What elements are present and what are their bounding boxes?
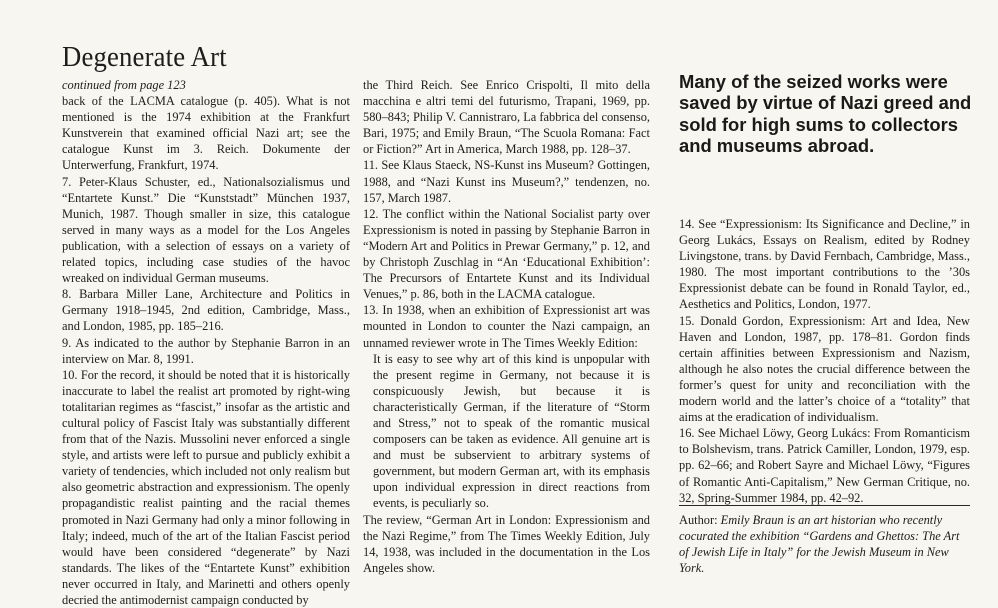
footnote-paragraph: 12. The conflict within the National Socialist party over Expressionism is noted in passing by Stephanie Barron in “Modern Art and Politics in Prewar Germany,” p. 12, and by Christoph Zuschlag in “An ‘Educational Exhibition’: The Precursors of Entartete Kunst and its Individual Venues,” p. 86, both in the LACMA catalogue. [363, 206, 650, 302]
footnotes-column-1 [62, 77, 351, 607]
footnote-paragraph: 7. Peter-Klaus Schuster, ed., Nationalsozialismus und “Entartete Kunst.” Die “Kunststadt” München 1937, Munich, 1987. Though smaller in size, this catalogue served in many ways as a model for the Los Angeles publication, with a selection of essays on a variety of related topics, including case studies of the havoc wreaked on individual German museums. [62, 174, 350, 286]
author-divider [679, 505, 970, 506]
page-title: Degenerate Art [62, 41, 227, 74]
footnote-paragraph: 16. See Michael Löwy, Georg Lukács: From Romanticism to Bolshevism, trans. Patrick Camiller, London, 1979, esp. pp. 62–66; and Robert Sayre and Michael Löwy, “Figures of Romantic Anti-Capitalism,” New German Critique, no. 32, Spring-Summer 1984, pp. 42–92. [679, 426, 970, 505]
author-bio: Emily Braun is an art historian who recently cocurated the exhibition “Gardens and Ghettos: The Art of Jewish Life in Italy” for the Jewish Museum in New York. [679, 513, 960, 576]
footnote-paragraph: 13. In 1938, when an exhibition of Expressionist art was mounted in London to counter the Nazi campaign, an unnamed reviewer wrote in The Times Weekly Edition: [363, 303, 650, 350]
block-quote: It is easy to see why art of this kind is unpopular with the present regime in Germany, not because it is conspicuously Jewish, but because it is characteristically German, if the literature of “Storm and Stress,” not to speak of the romantic musical composers can be taken as evidence. All genuine art is and must be subservient to arbitrary systems of government, but modern German art, with its emphasis upon individual expression in direct reactions from events, is peculiarly so. [373, 351, 650, 511]
footnotes-column-3 [679, 216, 970, 506]
footnote-paragraph: 8. Barbara Miller Lane, Architecture and Politics in Germany 1918–1945, 2nd edition, Cambridge, Mass., and London, 1985, pp. 185–216. [62, 287, 350, 334]
footnote-paragraph: 14. See “Expressionism: Its Significance and Decline,” in Georg Lukács, Essays on Realism, edited by Rodney Livingstone, trans. by David Fernbach, Cambridge, Mass., 1980. The most important contributions to the ’30s Expressionist debate can be found in Ronald Taylor, ed., Aesthetics and Politics, London, 1977. [679, 217, 970, 312]
footnote-paragraph: 15. Donald Gordon, Expressionism: Art and Idea, New Haven and London, 1987, pp. 178–81. Gordon finds certain affinities between Expressionism and Nazism, although he also notes the crucial difference between the former’s quest for unity and reconciliation with the modern world and the latter’s choice of a “totality” that aims at the eradication of individualism. [679, 313, 970, 425]
footnote-paragraph: The review, “German Art in London: Expressionism and the Nazi Regime,” from The Times Weekly Edition, July 14, 1938, was included in the documentation in the Los Angeles show. [363, 512, 650, 575]
footnotes-column-2 [363, 77, 650, 576]
author-note [679, 512, 970, 576]
footnote-paragraph: back of the LACMA catalogue (p. 405). What is not mentioned is the 1974 exhibition at the Frankfurt Kunstverein that examined official Nazi art; see the catalogue Kunst im 3. Reich. Dokumente der Unterwerfung, Frankfurt, 1974. [62, 94, 350, 173]
author-label: Author: [679, 513, 718, 527]
continued-note: continued from page 123 [62, 78, 186, 92]
footnote-paragraph: 9. As indicated to the author by Stephanie Barron in an interview on Mar. 8, 1991. [62, 335, 350, 366]
footnote-paragraph: 10. For the record, it should be noted that it is historically inaccurate to label the realist art promoted by right-wing totalitarian regimes as “fascist,” insofar as the artistic and cultural policy of Fascist Italy was substantially different from that of the Nazis. Mussolini never enforced a single style, and artists were left to pursue and publicly exhibit a variety of tendencies, which included not only realism but also geometric abstraction and expressionism. The openly propagandistic realist painting and the racial themes promoted in Nazi Germany had only a minor following in Italy; indeed, much of the art of the Italian Fascist period would have been considered “degenerate” by Nazi standards. The likes of the “Entartete Kunst” exhibition never occurred in Italy, and Marinetti and others openly decried the antimodernist campaign conducted by [62, 367, 351, 607]
footnote-paragraph: the Third Reich. See Enrico Crispolti, Il mito della macchina e altri temi del futurismo, Trapani, 1969, pp. 580–843; Philip V. Cannistraro, La fabbrica del consenso, Bari, 1975; and Emily Braun, “The Scuola Romana: Fact or Fiction?” Art in America, March 1988, pp. 128–37. [363, 78, 650, 157]
footnote-paragraph: 11. See Klaus Staeck, NS-Kunst ins Museum? Gottingen, 1988, and “Nazi Kunst ins Museum?,” tendenzen, no. 157, March 1987. [363, 158, 650, 205]
pull-quote: Many of the seized works were saved by virtue of Nazi greed and sold for high sums to collectors and museums abroad. [679, 71, 972, 156]
